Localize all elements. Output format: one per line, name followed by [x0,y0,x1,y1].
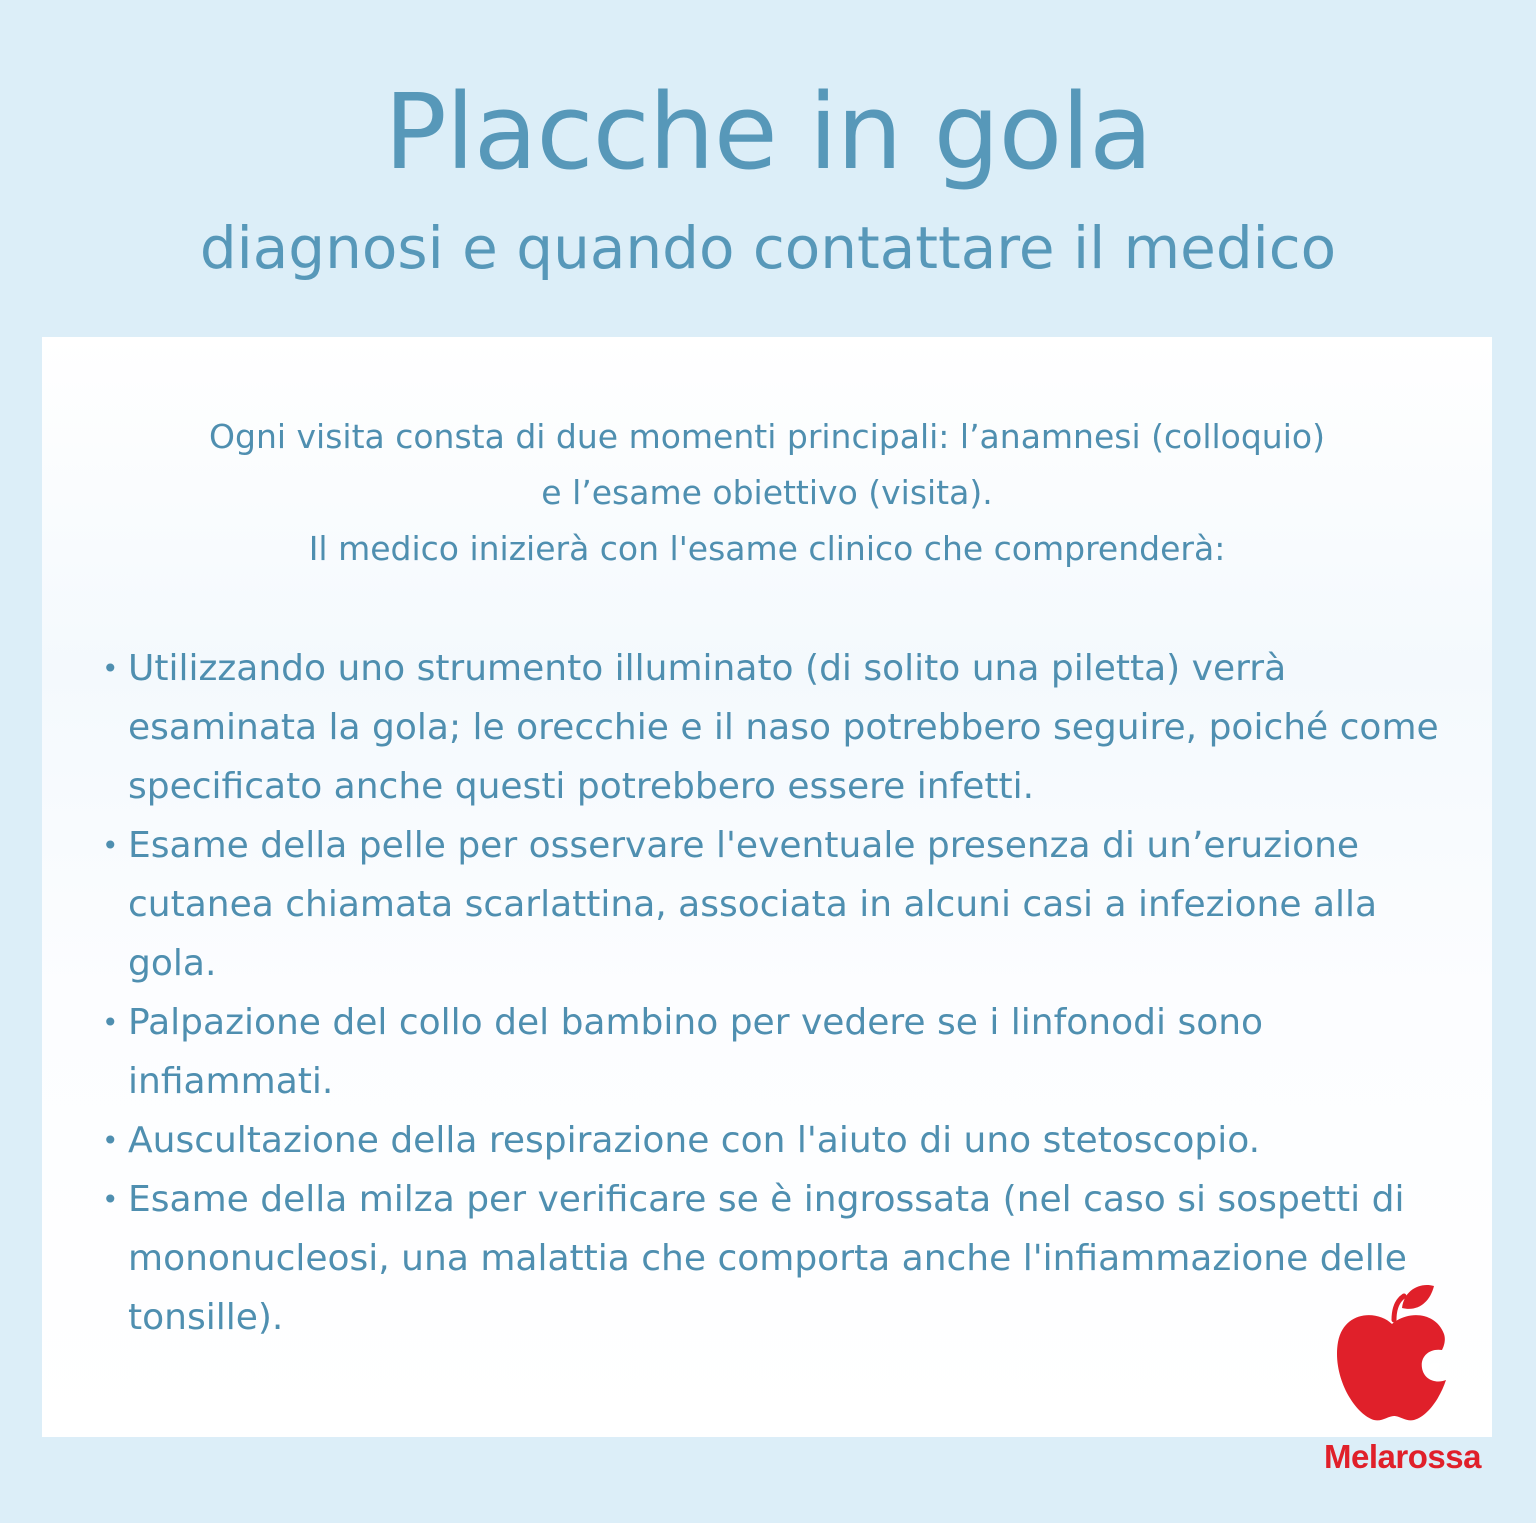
apple-icon [1332,1280,1452,1425]
intro-line: e l’esame obiettivo (visita). [541,473,993,512]
bullet-icon: • [102,1124,119,1157]
list-item-text: Esame della milza per verificare se è ingrossata (nel caso si sospetti di mononucleosi, una malattia che comporta anche l'infiammazione delle tonsille). [128,1179,1407,1338]
list-item [102,639,1442,816]
brand-name: Melarossa [1324,1438,1481,1475]
list-item-text: Utilizzando uno strumento illuminato (di solito una piletta) verrà esaminata la gola; le orecchie e il naso potrebbero seguire, poiché come specificato anche questi potrebbero essere infetti. [128,648,1439,807]
list-item [102,1170,1442,1347]
intro-line: Il medico inizierà con l'esame clinico che comprenderà: [308,529,1226,568]
list-item [102,993,1442,1111]
list-item [102,1111,1442,1170]
list-item-text: Esame della pelle per osservare l'eventuale presenza di un’eruzione cutanea chiamata scarlattina, associata in alcuni casi a infezione alla gola. [128,825,1378,984]
intro-text [42,409,1492,577]
page-title: Placche in gola [384,71,1152,193]
list-item-text: Palpazione del collo del bambino per vedere se i linfonodi sono infiammati. [128,1002,1264,1102]
list-item [102,816,1442,993]
content-card [42,337,1492,1437]
intro-line: Ogni visita consta di due momenti principali: l’anamnesi (colloquio) [209,417,1325,456]
bullet-icon: • [102,652,119,685]
bullet-icon: • [102,829,119,862]
bullet-icon: • [102,1006,119,1039]
exam-list [102,639,1442,1347]
page-subtitle: diagnosi e quando contattare il medico [199,214,1337,282]
melarossa-logo [1310,1280,1495,1480]
list-item-text: Auscultazione della respirazione con l'aiuto di uno stetoscopio. [128,1120,1261,1161]
bullet-icon: • [102,1183,119,1216]
